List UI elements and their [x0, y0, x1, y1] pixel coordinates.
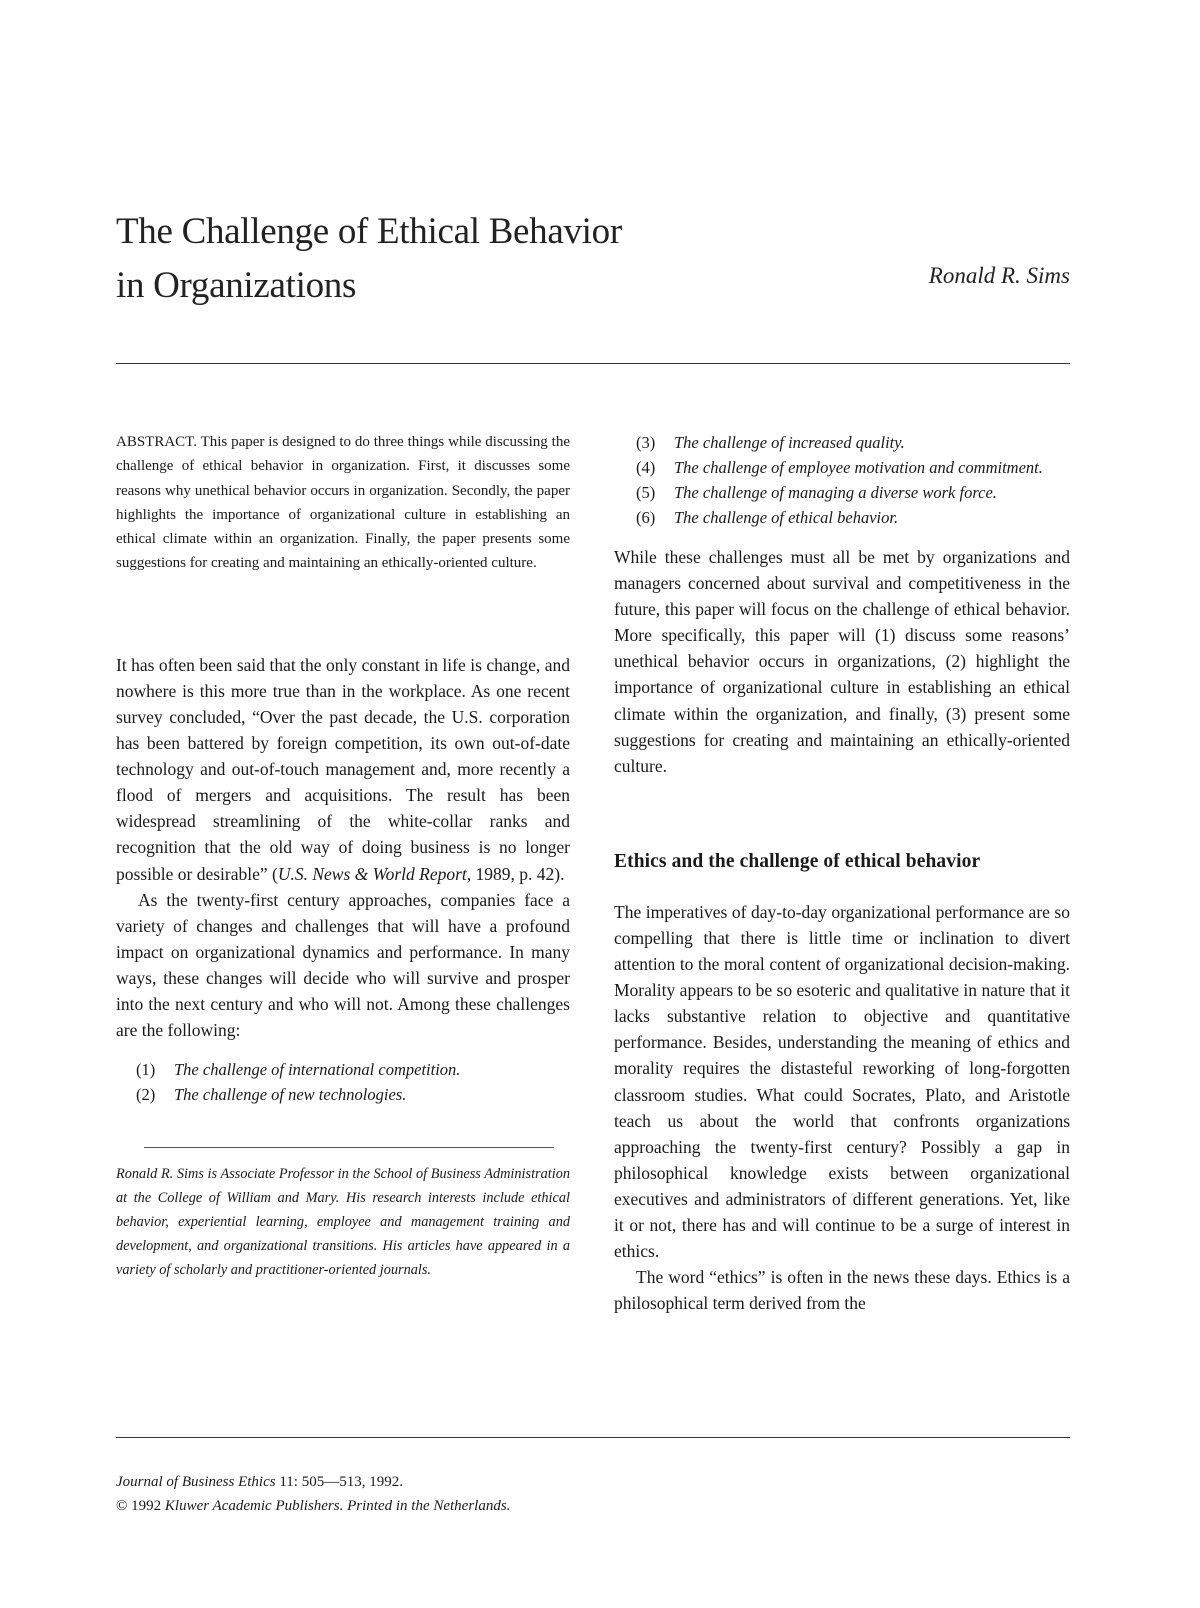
list-item-number: (2) — [136, 1085, 156, 1105]
intro-text: It has often been said that the only constant in life is change, and nowhere is this more true than in the workplace. As one recent survey concluded, “Over the past decade, the U.S. corporation has been battered by foreign competition, its own out-of-date technology and out-of-touch management and, more recently a flood of mergers and acquisitions. The result has been widespread streamlining of the white-collar ranks and recognition that the old way of doing business is no longer possible or desirable” — [116, 654, 570, 884]
focus-paragraph: While these challenges must all be met by organizations and managers concerned about survival and competitiveness in the future, this paper will focus on the challenge of ethical behavior. More specifically, this paper will (1) discuss some reasons’ unethical behavior occurs in organizations, (2) highlight the importance of organizational culture in establishing an ethical climate within the organization, and finally, (3) present some suggestions for creating and maintaining an ethically-oriented culture. — [614, 547, 1070, 776]
list-item — [636, 455, 1070, 480]
list-item-number: (1) — [136, 1060, 156, 1080]
citation-source: U.S. News & World Report — [277, 863, 467, 884]
list-item — [636, 430, 1070, 455]
list-item-number: (5) — [636, 483, 656, 502]
footer-divider — [116, 1437, 1070, 1438]
list-item — [636, 480, 1070, 505]
title-divider — [116, 363, 1070, 364]
list-item-text: The challenge of new technologies. — [174, 1085, 407, 1105]
challenges-intro-paragraph: As the twenty-first century approaches, companies face a variety of changes and challenges that will have a profound impact on organizational dynamics and performance. In many ways, these changes will decide who will survive and prosper into the next century and who will not. Among these challenges are the following: — [116, 889, 570, 1041]
abstract — [116, 430, 570, 576]
citation-rest: , 1989, p. 42). — [466, 863, 565, 884]
right-column — [614, 430, 1070, 1316]
footnote-divider — [144, 1147, 554, 1148]
publisher: Kluwer Academic Publishers. Printed in the Netherlands. — [164, 1498, 511, 1514]
title-block — [116, 205, 1070, 313]
challenge-list-part-1 — [116, 1057, 570, 1107]
journal-name: Journal of Business Ethics — [116, 1474, 276, 1490]
journal-footer — [116, 1470, 510, 1518]
challenge-list-part-2 — [614, 430, 1070, 530]
intro-paragraph — [116, 652, 570, 887]
list-item — [636, 505, 1070, 530]
title-line-1: The Challenge of Ethical Behavior — [116, 211, 622, 252]
author-name: Ronald R. Sims — [928, 263, 1070, 288]
left-column — [116, 430, 570, 1282]
list-item-text: The challenge of managing a diverse work force. — [674, 483, 997, 502]
abstract-text: This paper is designed to do three things while discussing the challenge of ethical behavior in organization. First, it discusses some reasons why unethical behavior occurs in organization. Secondly, the paper highlights the importance of organizational culture in establishing an ethical climate within an organization. Finally, the paper presents some suggestions for creating and maintaining an ethically-oriented culture. — [116, 434, 570, 572]
copyright-year: © 1992 — [116, 1498, 162, 1514]
list-item-number: (3) — [636, 433, 656, 452]
list-item-text: The challenge of international competition. — [174, 1060, 461, 1080]
article-title — [116, 205, 1070, 313]
citation-open: ( — [272, 863, 278, 884]
list-item — [136, 1082, 570, 1107]
list-item — [136, 1057, 570, 1082]
list-item-number: (4) — [636, 458, 656, 477]
list-item-number: (6) — [636, 508, 656, 527]
journal-citation — [116, 1470, 510, 1494]
ethics-paragraph: The imperatives of day-to-day organizational performance are so compelling that there is little time or inclination to divert attention to the moral content of organizational decision-making. Morality appears to be so esoteric and qualitative in nature that it lacks substantive relation to objective and quantitative performance. Besides, understanding the meaning of ethics and morality requires the distasteful reworking of long-forgotten classroom studies. What could Socrates, Plato, and Aristotle teach us about the world that confronts organizations approaching the twenty-first century? Possibly a gap in philosophical knowledge exists between organizational executives and administrators of different generations. Yet, like it or not, there has and will continue to be a surge of interest in ethics. — [614, 901, 1070, 1262]
list-item-text: The challenge of increased quality. — [674, 433, 905, 452]
list-item-text: The challenge of ethical behavior. — [674, 508, 899, 527]
title-line-2: in Organizations — [116, 265, 357, 306]
list-item-text: The challenge of employee motivation and commitment. — [674, 458, 1043, 477]
copyright-line — [116, 1494, 510, 1518]
abstract-label: ABSTRACT. — [116, 434, 197, 450]
author-footnote: Ronald R. Sims is Associate Professor in the School of Business Administration at the College of William and Mary. His research interests include ethical behavior, experiential learning, employee and management training and development, and organizational transitions. His articles have appeared in a variety of scholarly and practitioner-oriented journals. — [116, 1166, 570, 1279]
journal-volume-pages: 11: 505—513, 1992. — [279, 1474, 403, 1490]
section-heading: Ethics and the challenge of ethical behavior — [614, 850, 981, 872]
ethics-word-paragraph: The word “ethics” is often in the news these days. Ethics is a philosophical term derived from the — [614, 1267, 1070, 1314]
